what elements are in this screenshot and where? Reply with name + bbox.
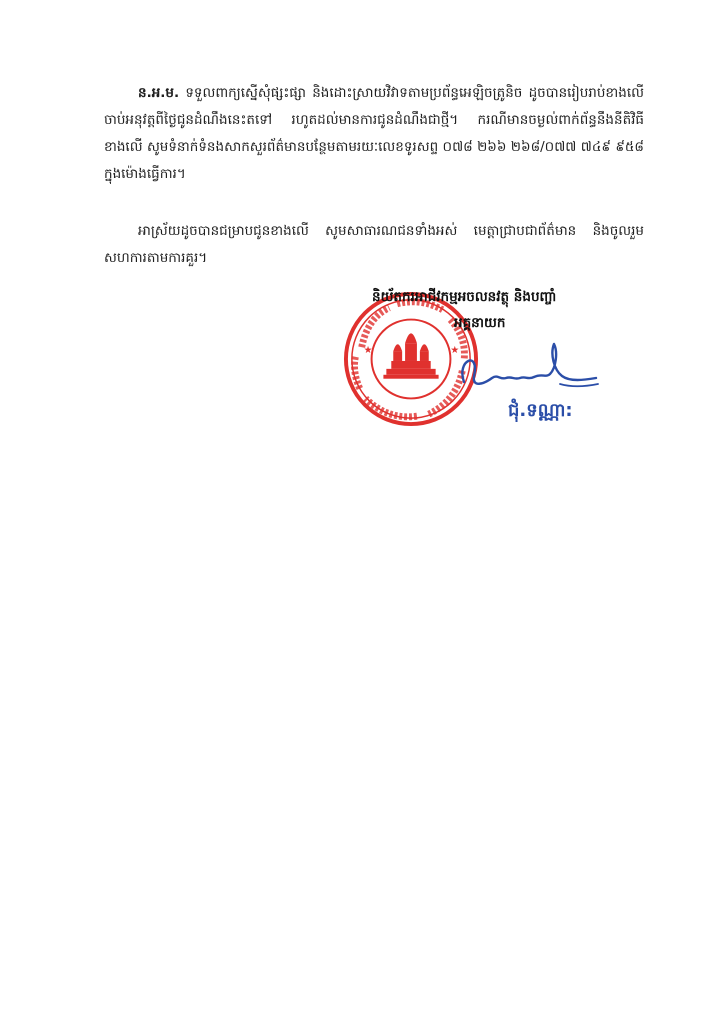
paragraph-instructions-text: ទទួលពាក្យស្នើសុំផ្សះផ្សា និងដោះស្រាយវិវាទតាមប្រព័ន្ធអេឡិចត្រូនិច ដូចបានរៀបរាប់ខាងលើចាប់អនុវត្តពីថ្ងៃជូនដំណឹងនេះតទៅ រហូតដល់មានការជូនដំណឹងជាថ្មី។ ករណីមានចម្ងល់ពាក់ព័ន្ធនឹងនីតិវិធីខាងលើ សូមទំនាក់ទំនងសាកសួរព័ត៌មានបន្ថែមតាមរយៈលេខទូរសព្ទ ០៧៨ ២៦៦ ២៦៨/០៧៧ ៧៤៩ ៩៥៨ ក្នុងម៉ោងធ្វើការ។ [104, 84, 644, 182]
handwritten-signature [450, 340, 600, 400]
signer-name: ជុំ.ទណ្ណា: [508, 400, 573, 421]
paragraph-instructions [104, 80, 644, 188]
reference-prefix: ន.អ.ម. [138, 84, 180, 101]
institution-name: និយ័តករអាជីវកម្មអចលនវត្ថុ និងបញ្ចាំ [372, 289, 557, 305]
svg-text:★: ★ [450, 345, 460, 357]
paragraph-closing: អាស្រ័យដូចបានជម្រាបជូនខាងលើ សូមសាធារណជនទាំងអស់ មេត្តាជ្រាបជាព័ត៌មាន និងចូលរួមសហការតាមការគួរ។ [104, 222, 644, 266]
position-title: អគ្គនាយក [454, 315, 506, 331]
svg-text:★: ★ [363, 345, 373, 357]
angkor-wat-emblem [383, 333, 438, 378]
signature-block [330, 280, 660, 450]
